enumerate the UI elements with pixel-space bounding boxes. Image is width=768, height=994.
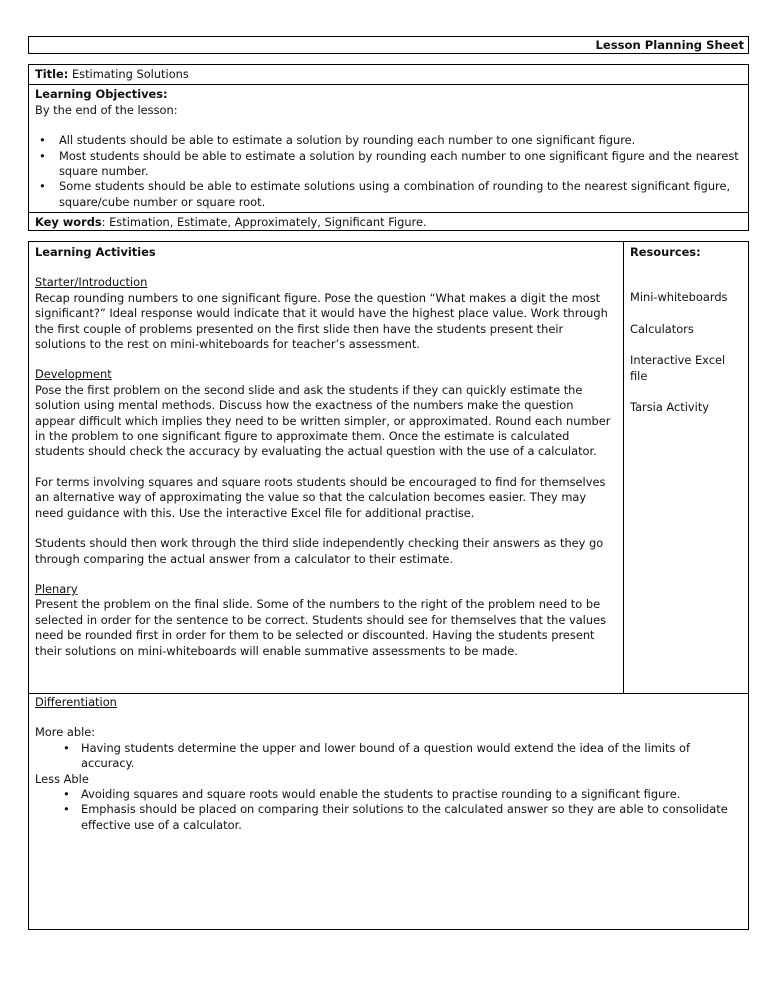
resource-item: Mini-whiteboards	[630, 290, 728, 305]
development-text-2: For terms involving squares and square roots students should be encouraged to find for themselves an alternative way of approximating the value so that the calculation becomes easier. They may need guidance with this. Use the interactive Excel file for additional practise.	[35, 474, 606, 520]
objectives-row	[29, 85, 748, 213]
more-able-list	[35, 741, 742, 772]
less-able-label: Less Able	[35, 771, 89, 786]
more-able-label: More able:	[35, 725, 96, 740]
differentiation-cell	[29, 693, 748, 929]
less-able-item: • Emphasis should be placed on comparing their solutions to the calculated answer so they are able to consolidate effective use of a calculator.	[35, 802, 742, 833]
plenary-heading: Plenary	[35, 581, 78, 596]
keywords-row	[29, 213, 748, 232]
less-able-item: • Avoiding squares and square roots would enable the students to practise rounding to a significant figure.	[35, 787, 742, 802]
objectives-intro: By the end of the lesson:	[35, 102, 178, 117]
activities-heading: Learning Activities	[35, 245, 156, 259]
sheet-title: Lesson Planning Sheet	[595, 38, 744, 52]
resource-item: Calculators	[630, 321, 694, 336]
resources-heading: Resources:	[630, 245, 701, 259]
objective-item: • All students should be able to estimate a solution by rounding each number to one significant figure.	[35, 133, 742, 148]
title-row	[29, 65, 748, 85]
learning-activities-cell	[29, 242, 624, 693]
development-text-1: Pose the first problem on the second slide and ask the students if they can quickly estimate the solution using mental methods. Discuss how the exactness of the numbers make the question appear difficult which implies they need to be written simpler, or approximated. Round each number in the problem to one significant figure to approximate them. Once the estimate is calculated students should check the accuracy by evaluating the actual question with the use of a calculator.	[35, 382, 611, 459]
objectives-label: Learning Objectives:	[35, 87, 168, 102]
starter-text: Recap rounding numbers to one significant figure. Pose the question “What makes a digit the most significant?” Ideal response would indicate that it would have the highest place value. Work through the first couple of problems presented on the first slide then have the students present their solutions to the rest on mini-whiteboards for teacher’s assessment.	[35, 290, 608, 352]
development-text-3: Students should then work through the third slide independently checking their answers as they go through comparing the actual answer from a calculator to their estimate.	[35, 536, 604, 566]
differentiation-heading: Differentiation	[35, 695, 117, 709]
lesson-overview-table	[28, 64, 749, 231]
objective-item: • Some students should be able to estimate solutions using a combination of rounding to the nearest significant figure, square/cube number or square root.	[35, 179, 742, 210]
resource-item: Tarsia Activity	[630, 400, 710, 415]
objectives-list	[35, 133, 742, 210]
activities-table	[28, 241, 749, 930]
resource-item: Interactive Excel file	[630, 353, 726, 383]
keywords-label: Key words	[35, 215, 102, 230]
development-heading: Development	[35, 367, 112, 382]
title-label: Title:	[35, 67, 69, 81]
resources-cell	[624, 242, 748, 693]
title-value: Estimating Solutions	[71, 67, 189, 81]
objective-item: • Most students should be able to estimate a solution by rounding each number to one significant figure and the nearest square number.	[35, 149, 742, 180]
more-able-item: • Having students determine the upper and lower bound of a question would extend the idea of the limits of accuracy.	[35, 741, 742, 772]
page-header	[28, 36, 749, 54]
plenary-text: Present the problem on the final slide. Some of the numbers to the right of the problem need to be selected in order for the sentence to be correct. Students should see for themselves that the values need be rounded first in order for them to be selected or discounted. Having the students present their solutions on mini-whiteboards will enable summative assessments to be made.	[35, 597, 607, 658]
starter-heading: Starter/Introduction	[35, 275, 148, 290]
less-able-list	[35, 787, 742, 833]
keywords-value: : Estimation, Estimate, Approximately, Significant Figure.	[101, 215, 427, 230]
